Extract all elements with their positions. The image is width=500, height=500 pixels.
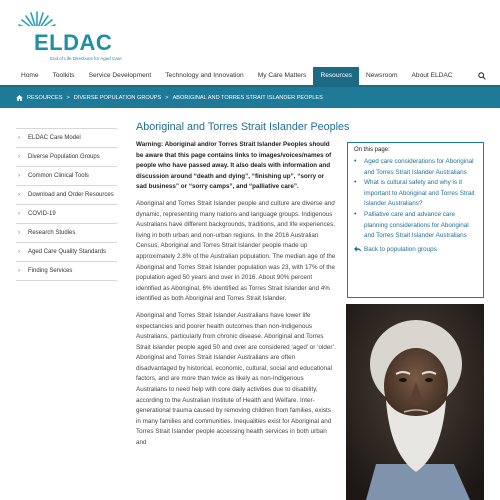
back-to-population-groups-link[interactable] — [354, 246, 477, 254]
sidebar-item-aged-care-quality-standards[interactable] — [16, 242, 117, 261]
breadcrumb-separator: > — [165, 94, 169, 101]
on-this-page-box — [347, 142, 484, 298]
bullet-icon: • — [354, 158, 357, 165]
intro-paragraph: Aboriginal and Torres Strait Islander people and culture are diverse and dynamic, representing many nations and language groups. Indigenous Australians have different backgrounds, traditions, and life experiences, living in both urban and non-urban regions. In the 2016 Australian Census, Aboriginal and Torres Strait Islander people made up approximately 2.8% of the Australian population. The median age of the Aboriginal and Torres Strait Islander population was 23, with 17% of the population aged 50 years and over in 2016. About 90% percent identified as Aboriginal, 6% identified as Torres Strait Islander and 4% identified as both Aboriginal and Torres Strait Islander. — [136, 199, 336, 303]
sidebar — [16, 128, 117, 281]
main-content — [136, 121, 350, 455]
sidebar-item-download-order-resources[interactable] — [16, 185, 117, 204]
on-this-page-title: On this page: — [354, 147, 390, 153]
chevron-right-icon: › — [18, 173, 20, 179]
nav-my-care-matters[interactable]: My Care Matters — [257, 72, 307, 79]
breadcrumb — [0, 87, 500, 108]
bullet-icon: • — [354, 210, 357, 218]
brand-name: ELDAC — [34, 30, 113, 55]
breadcrumb-current: ABORIGINAL AND TORRES STRAIT ISLANDER PEOPLES — [172, 94, 323, 101]
nav-newsroom[interactable]: Newsroom — [365, 72, 398, 79]
chevron-right-icon: › — [18, 230, 20, 236]
breadcrumb-diverse-population-groups[interactable]: DIVERSE POPULATION GROUPS — [73, 94, 162, 101]
sidebar-item-finding-services[interactable] — [16, 261, 117, 281]
sidebar-item-label: Diverse Population Groups — [28, 154, 100, 160]
back-link-label[interactable]: Back to population groups — [364, 246, 437, 254]
chevron-right-icon: › — [18, 211, 20, 217]
sidebar-item-label: Finding Services — [28, 268, 73, 274]
sidebar-item-eldac-care-model[interactable] — [16, 128, 117, 147]
on-this-page-link-label[interactable]: What is cultural safety and why is it important to Aboriginal and Torres Strait Islander Australians? — [364, 179, 475, 208]
sidebar-item-label: Common Clinical Tools — [28, 173, 89, 179]
main-nav — [14, 67, 490, 85]
nav-service-development[interactable]: Service Development — [88, 72, 152, 79]
chevron-right-icon: › — [18, 268, 20, 274]
home-icon[interactable] — [16, 95, 23, 101]
chevron-right-icon: › — [18, 192, 20, 198]
search-icon[interactable] — [474, 67, 490, 85]
on-this-page-link[interactable] — [354, 210, 477, 242]
health-paragraph: Aboriginal and Torres Strait Islander Australians have lower life expectancies and poorer health outcomes than non-Indigenous Australians, particularly from chronic disease. Aboriginal and Torres Strait Islander people aged 50 and over are considered ‘aged’ or ‘older’. Aboriginal and Torres Strait Islander Australians are often disadvantaged by historical, economic, cultural, social and educational factors, and are more than twice as likely as non-Indigenous Australians to need help with core daily activities due to disability, according to the Australian Institute of Health and Welfare. Inter-generational trauma caused by removing children from families, exists in many families and communities. Inequalities exist for Aboriginal and Torres Strait Islander people accessing health services in both urban and — [136, 311, 336, 447]
chevron-right-icon: › — [18, 249, 20, 255]
chevron-right-icon: › — [18, 154, 20, 160]
back-arrow-icon — [354, 246, 364, 254]
sidebar-item-covid-19[interactable] — [16, 204, 117, 223]
elder-portrait-image — [346, 304, 484, 500]
page-title: Aboriginal and Torres Strait Islander Peoples — [136, 121, 350, 133]
sidebar-item-label: Research Studies — [28, 230, 76, 236]
nav-about-eldac[interactable]: About ELDAC — [411, 72, 453, 79]
sidebar-item-label: Download and Order Resources — [28, 192, 114, 198]
content-warning: Warning: Aboriginal and/or Torres Strait Islander Peoples should be aware that this page contains links to images/voices/names of people who have passed away. It also deals with information and discussion around “death and dying”, “finishing up”, “sorry or sad business” or “sorry camps”, and “palliative care”. — [136, 141, 332, 191]
sidebar-item-common-clinical-tools[interactable] — [16, 166, 117, 185]
on-this-page-link[interactable] — [354, 178, 477, 210]
bullet-icon: • — [354, 179, 357, 187]
sidebar-item-research-studies[interactable] — [16, 223, 117, 242]
on-this-page-link-label[interactable]: Aged care considerations for Aboriginal and Torres Strait Islander Australians — [364, 158, 474, 176]
brand-tagline: End of Life Directions for Aged Care — [50, 56, 122, 61]
nav-home[interactable]: Home — [21, 72, 39, 79]
portrait-illustration — [346, 304, 484, 500]
on-this-page-link-label[interactable]: Palliative care and advance care planning considerations for Aboriginal and Torres Strait Islander Australians — [364, 210, 469, 240]
sidebar-item-diverse-population-groups[interactable] — [16, 147, 117, 166]
on-this-page-list — [354, 157, 477, 242]
sidebar-item-label: COVID-19 — [28, 211, 56, 217]
sidebar-item-label: Aged Care Quality Standards — [28, 249, 107, 255]
on-this-page-link[interactable] — [354, 157, 477, 178]
sidebar-item-label: ELDAC Care Model — [28, 135, 81, 141]
eldac-logo[interactable] — [14, 8, 144, 61]
breadcrumb-separator: > — [66, 94, 70, 101]
nav-resources[interactable]: Resources — [313, 67, 359, 85]
nav-technology-innovation[interactable]: Technology and Innovation — [165, 72, 244, 79]
nav-toolkits[interactable]: Toolkits — [52, 72, 75, 79]
breadcrumb-resources[interactable]: RESOURCES — [27, 94, 63, 101]
chevron-right-icon: › — [18, 135, 20, 141]
